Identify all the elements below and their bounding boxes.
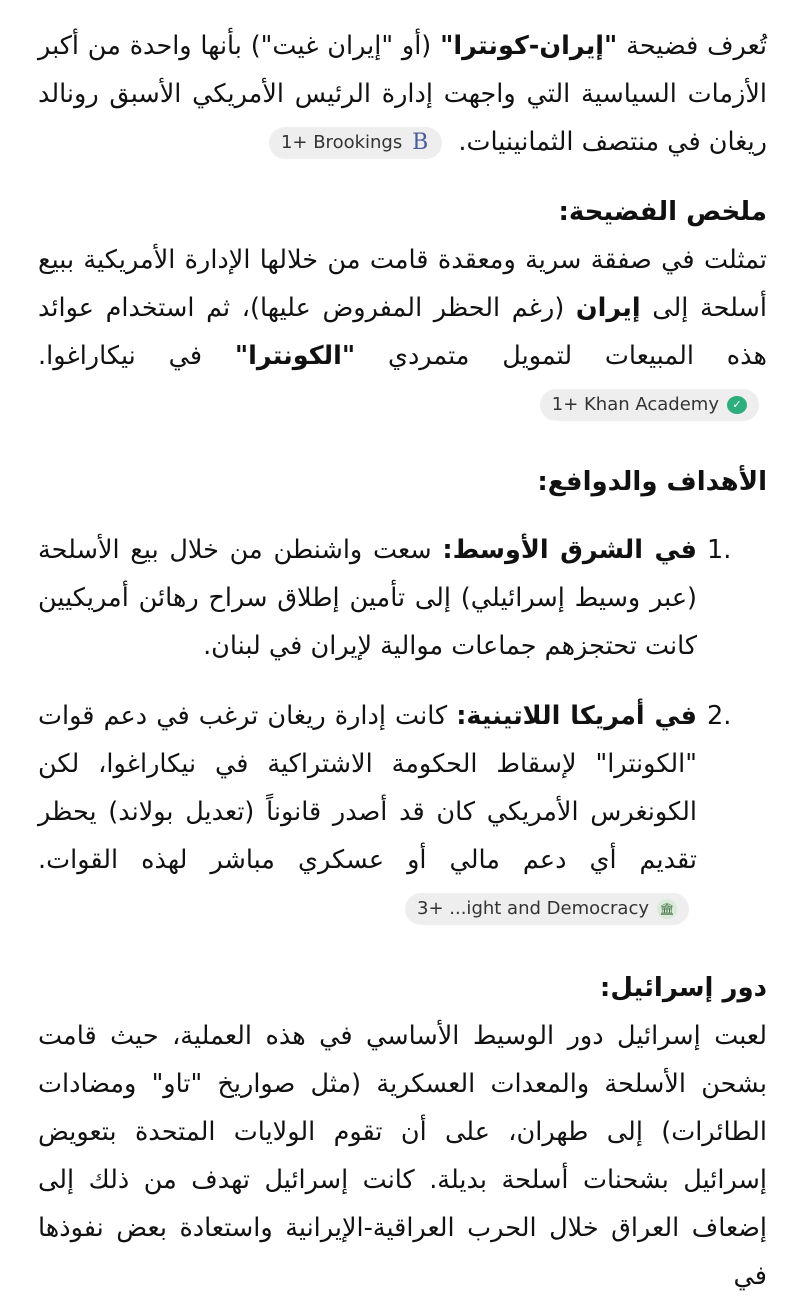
list-item-title: في الشرق الأوسط: <box>442 535 697 565</box>
summary-text-3: في نيكاراغوا. <box>38 341 235 371</box>
summary-bold-contra: "الكونترا" <box>234 341 356 371</box>
source-chip-khan-academy[interactable] <box>540 389 759 421</box>
summary-bold-iran: إيران <box>575 293 641 323</box>
source-chip-label: 1+ Khan Academy <box>551 394 719 415</box>
bank-building-icon: 🏛 <box>657 899 677 919</box>
section-heading-summary: ملخص الفضيحة: <box>558 197 767 227</box>
list-item-text: سعت واشنطن من خلال بيع الأسلحة (عبر وسيط إسرائيلي) إلى تأمين إطلاق سراح رهائن أمريكيين كانت تحتجزهم جماعات موالية لإيران في لبنان. <box>38 535 697 661</box>
goals-list <box>38 526 767 932</box>
intro-bold-term: "إيران-كونترا" <box>440 31 618 61</box>
summary-paragraph <box>38 236 767 428</box>
khan-academy-icon: ✓ <box>727 396 747 414</box>
source-chip-democracy[interactable] <box>405 893 689 925</box>
summary-text-2: (رغم الحظر المفروض عليها)، ثم استخدام عوائد هذه المبيعات لتمويل متمردي <box>38 293 767 371</box>
list-item <box>38 692 767 932</box>
intro-paragraph <box>38 22 767 166</box>
israel-paragraph: لعبت إسرائيل دور الوسيط الأساسي في هذه العملية، حيث قامت بشحن الأسلحة والمعدات العسكرية (مثل صواريخ "تاو" ومضادات الطائرات) إلى طهران، على أن تقوم الولايات المتحدة بتعويض إسرائيل بشحنات أسلحة بديلة. كانت إسرائيل تهدف من ذلك إلى إضعاف العراق خلال الحرب العراقية-الإيرانية واستعادة بعض نفوذها في <box>38 1021 767 1291</box>
list-item-title: في أمريكا اللاتينية: <box>456 701 697 731</box>
source-chip-label: 3+ ...ight and Democracy <box>417 898 649 919</box>
intro-text: تُعرف فضيحة <box>617 31 767 61</box>
list-number: 1. <box>707 535 732 565</box>
summary-text: تمثلت في صفقة سرية ومعقدة قامت من خلالها الإدارة الأمريكية ببيع أسلحة إلى <box>38 245 767 323</box>
source-chip-label: 1+ Brookings <box>280 132 403 153</box>
brookings-b-icon: B <box>412 130 429 155</box>
section-heading-israel: دور إسرائيل: <box>599 973 767 1003</box>
list-item <box>38 526 767 670</box>
section-heading-goals: الأهداف والدوافع: <box>537 467 767 497</box>
list-item-text: كانت إدارة ريغان ترغب في دعم قوات "الكونترا" لإسقاط الحكومة الاشتراكية في نيكاراغوا، لكن الكونغرس الأمريكي كان قد أصدر قانوناً (تعديل بولاند) يحظر تقديم أي دعم مالي أو عسكري مباشر لهذه القوات. <box>38 701 697 875</box>
source-chip-brookings[interactable] <box>269 127 442 159</box>
list-number: 2. <box>707 701 732 731</box>
intro-text-rest: (أو "إيران غيت") بأنها واحدة من أكبر الأزمات السياسية التي واجهت إدارة الرئيس الأمريكي الأسبق رونالد ريغان في منتصف الثمانينيات. <box>38 31 767 157</box>
